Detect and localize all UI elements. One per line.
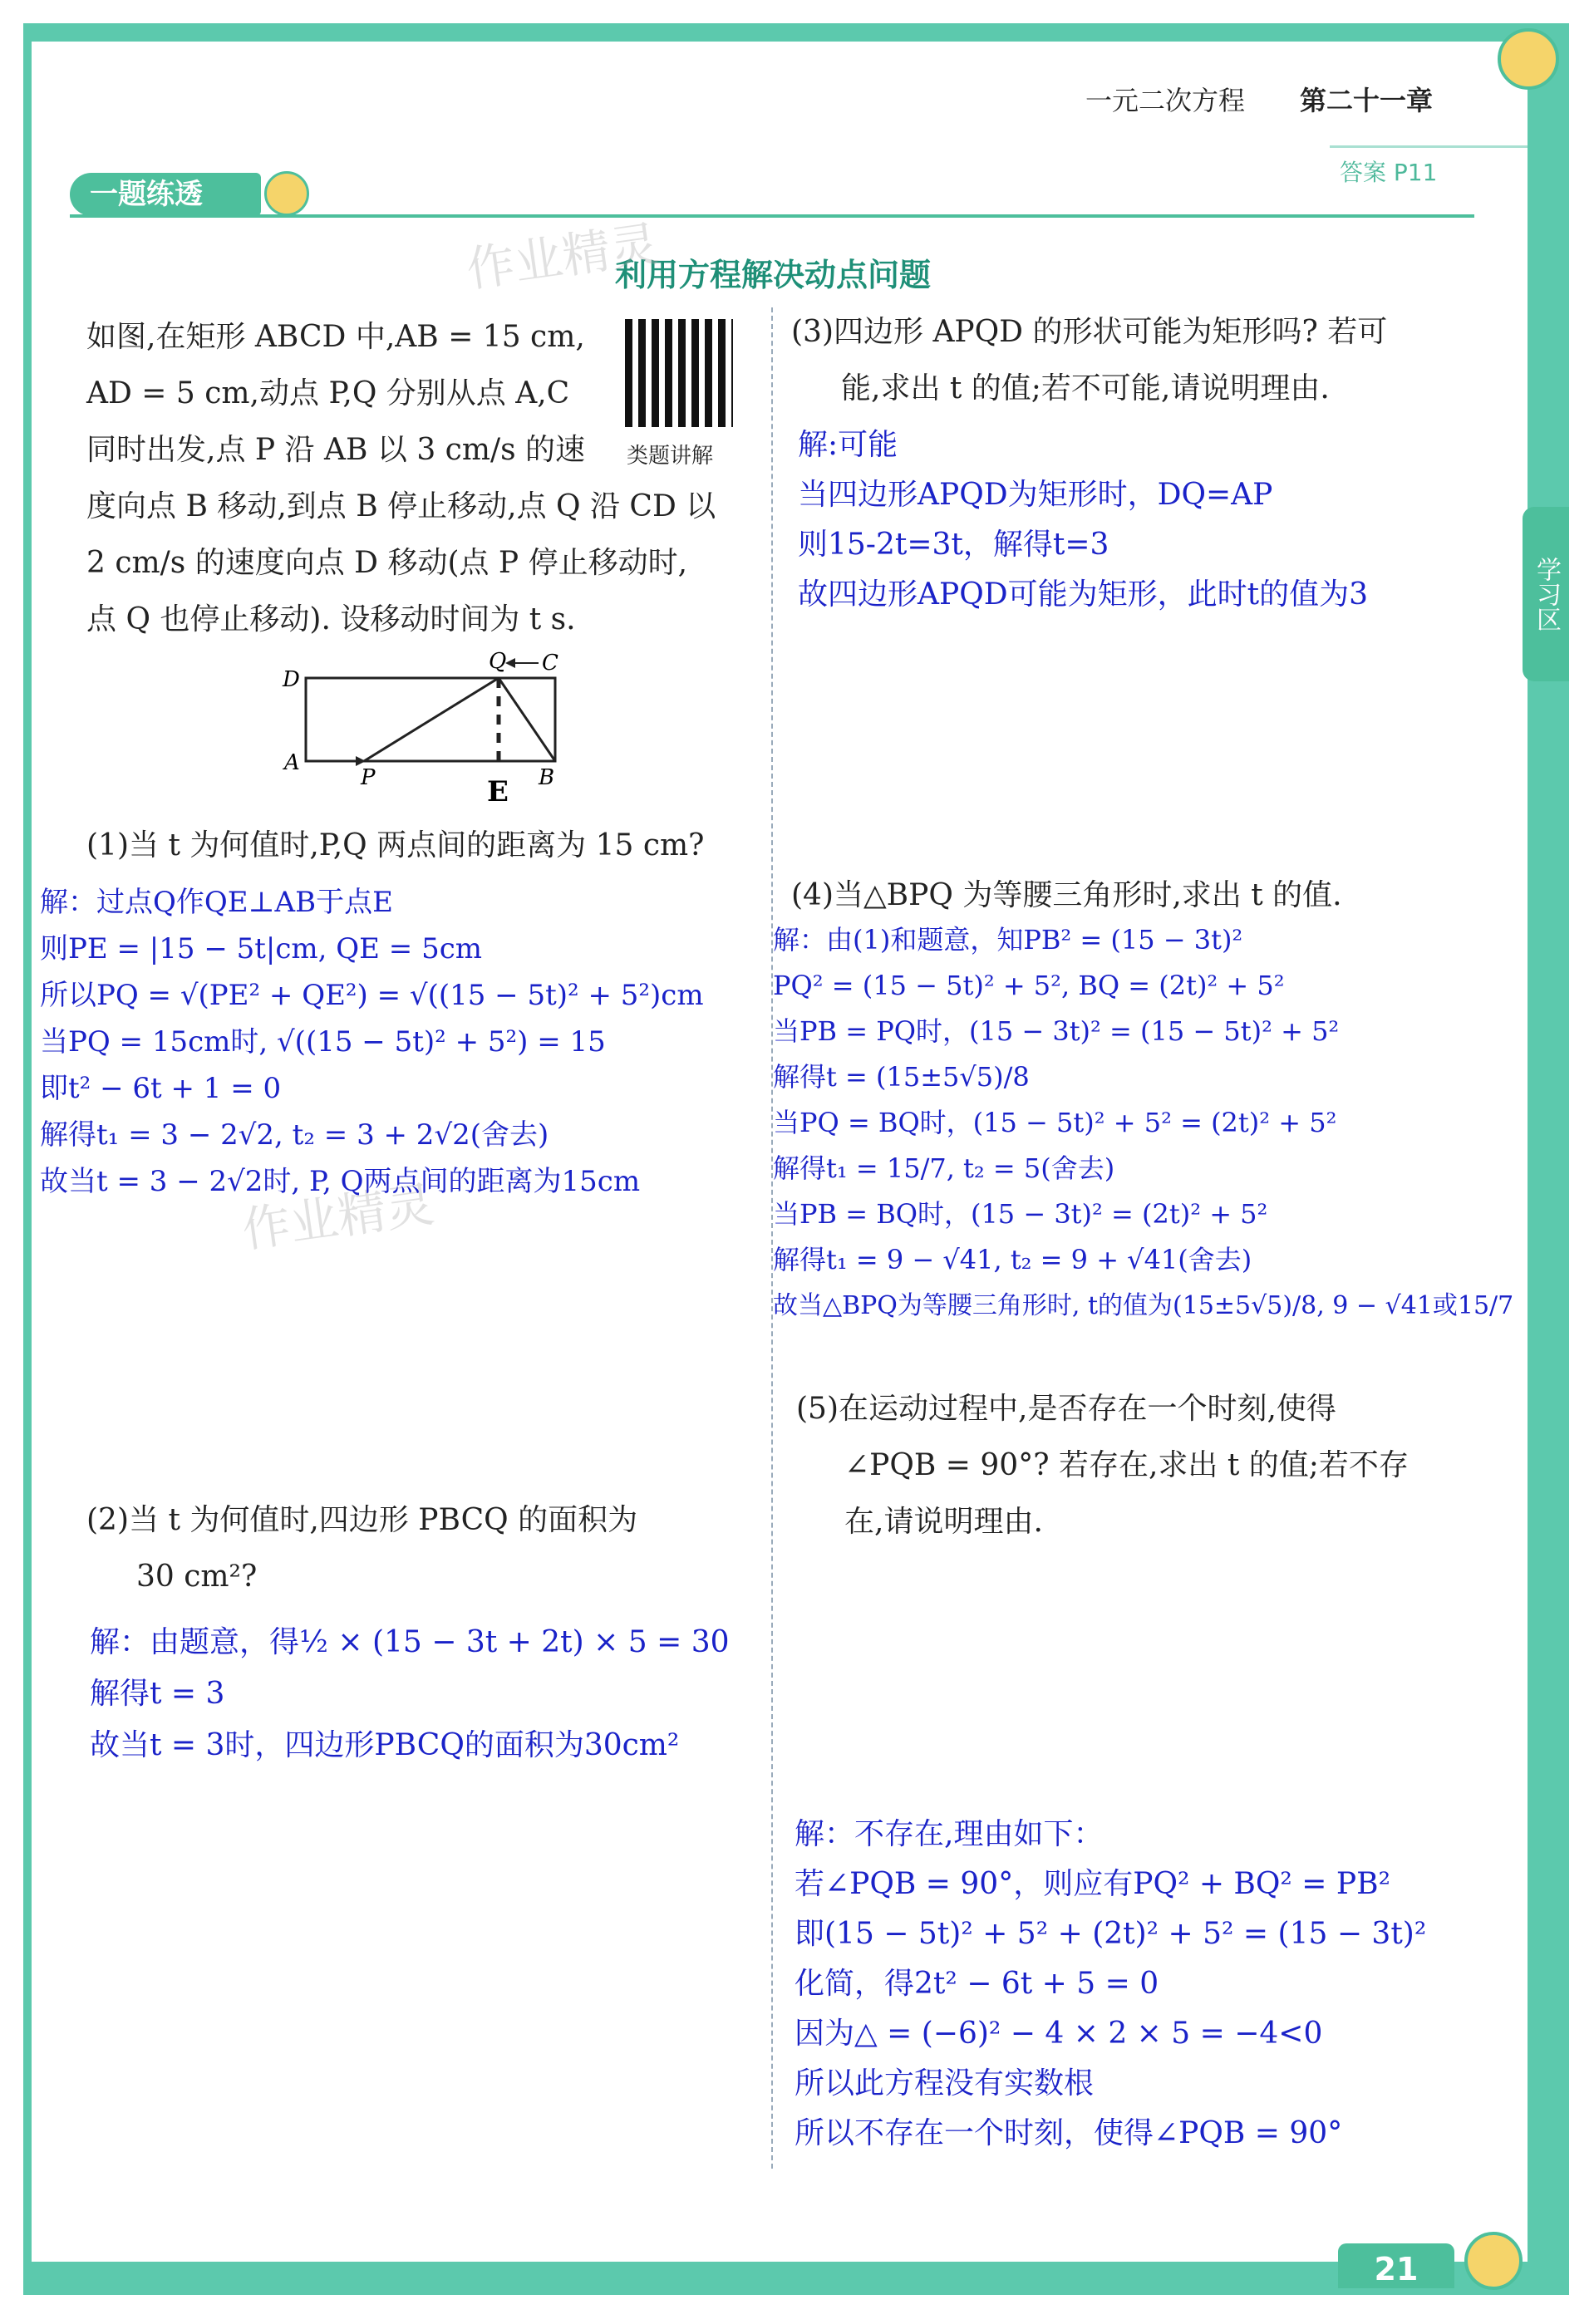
answer-line: 故当t = 3 − 2√2时, P, Q两点间的距离为15cm	[40, 1165, 641, 1198]
section-tag-icon	[264, 171, 309, 216]
answer-line: 则15-2t=3t，解得t=3	[798, 528, 1109, 562]
question-line: ∠PQB = 90°? 若存在,求出 t 的值;若不存	[844, 1448, 1409, 1482]
answer-line: 当PB = BQ时，(15 − 3t)² = (2t)² + 5²	[773, 1198, 1268, 1230]
label-c: C	[542, 651, 558, 676]
mascot-bottom-icon	[1464, 2232, 1523, 2290]
label-b: B	[539, 765, 555, 790]
page-frame-bottom	[23, 2262, 1569, 2295]
question-line: (5)在运动过程中,是否存在一个时刻,使得	[796, 1392, 1336, 1426]
section-tag: 一题练透	[70, 173, 261, 216]
section-rule	[70, 214, 1474, 218]
answer-line: 所以此方程没有实数根	[795, 2066, 1095, 2100]
answer-line: 解：由(1)和题意，知PB² = (15 − 3t)²	[773, 924, 1243, 956]
answer-1	[40, 879, 704, 1205]
header-topic: 一元二次方程	[1085, 85, 1246, 116]
mascot-top-icon	[1498, 28, 1559, 90]
answer-line: 若∠PQB = 90°，则应有PQ² + BQ² = PB²	[795, 1867, 1390, 1901]
segment-pq	[364, 678, 499, 761]
qr-code-icon[interactable]	[625, 319, 733, 427]
arrowhead-q	[505, 658, 515, 668]
question-line: 30 cm²?	[136, 1560, 258, 1594]
answer-line: 所以PQ = √(PE² + QE²) = √((15 − 5t)² + 5²)cm	[40, 979, 704, 1012]
label-p: P	[361, 765, 376, 790]
problem-line: 同时出发,点 P 沿 AB 以 3 cm/s 的速	[86, 433, 586, 467]
answer-reference: 答案 P11	[1340, 159, 1438, 186]
problem-line: 度向点 B 移动,到点 B 停止移动,点 Q 沿 CD 以	[86, 489, 716, 523]
answer-line: 解：不存在,理由如下：	[795, 1817, 1104, 1851]
answer-line: 解得t = (15±5√5)/8	[773, 1061, 1030, 1093]
answer-line: 解得t₁ = 3 − 2√2, t₂ = 3 + 2√2(舍去)	[40, 1118, 549, 1152]
answer-line: 所以不存在一个时刻，使得∠PQB = 90°	[795, 2116, 1343, 2150]
question-line: (3)四边形 APQD 的形状可能为矩形吗? 若可	[791, 315, 1388, 349]
answer-line: 则PE = |15 − 5t|cm, QE = 5cm	[40, 932, 482, 965]
answer-line: 解：由题意，得½ × (15 − 3t + 2t) × 5 = 30	[90, 1625, 730, 1659]
page-frame-right	[1528, 23, 1569, 2292]
question-1: (1)当 t 为何值时,P,Q 两点间的距离为 15 cm?	[86, 828, 705, 862]
page-frame-top	[23, 23, 1569, 42]
label-d: D	[283, 667, 300, 692]
answer-5	[795, 1810, 1426, 2159]
watermark: 作业精灵	[239, 1176, 438, 1259]
problem-line: AD = 5 cm,动点 P,Q 分别从点 A,C	[86, 376, 570, 410]
page-frame-left	[23, 23, 32, 2295]
header-rule	[1330, 145, 1528, 148]
label-q: Q	[489, 650, 507, 674]
answer-4	[773, 917, 1513, 1329]
question-line: 在,请说明理由.	[844, 1505, 1043, 1539]
answer-line: 即(15 − 5t)² + 5² + (2t)² + 5² = (15 − 3t)²	[795, 1917, 1427, 1951]
answer-line: 解:可能	[798, 428, 898, 462]
answer-line: 解得t₁ = 9 − √41, t₂ = 9 + √41(舍去)	[773, 1244, 1252, 1275]
question-3	[791, 304, 1387, 417]
answer-line: 当PQ = BQ时，(15 − 5t)² + 5² = (2t)² + 5²	[773, 1107, 1337, 1138]
question-4: (4)当△BPQ 为等腰三角形时,求出 t 的值.	[791, 878, 1342, 912]
header-chapter: 第二十一章	[1300, 85, 1434, 116]
answer-line: 化简，得2t² − 6t + 5 = 0	[795, 1967, 1159, 2001]
rectangle-diagram	[274, 650, 573, 808]
problem-line: 如图,在矩形 ABCD 中,AB = 15 cm,	[86, 320, 585, 354]
page-title: 利用方程解决动点问题	[614, 257, 931, 293]
question-line: 能,求出 t 的值;若不可能,请说明理由.	[841, 371, 1330, 405]
page-number: 21	[1338, 2243, 1454, 2288]
answer-line: 解：过点Q作QE⊥AB于点E	[40, 886, 393, 919]
answer-line: 故当t = 3时，四边形PBCQ的面积为30cm²	[90, 1728, 680, 1762]
question-2	[86, 1492, 637, 1605]
problem-line: 2 cm/s 的速度向点 D 移动(点 P 停止移动时,	[86, 546, 688, 580]
segment-qb	[499, 678, 555, 761]
problem-statement	[86, 309, 716, 648]
answer-line: 当四边形APQD为矩形时，DQ=AP	[798, 478, 1273, 512]
watermark: 作业精灵	[463, 215, 662, 298]
answer-2	[90, 1617, 730, 1771]
side-tab-study-area[interactable]: 学习区	[1523, 507, 1569, 681]
label-a: A	[284, 750, 300, 775]
answer-line: 故四边形APQD可能为矩形，此时t的值为3	[798, 577, 1368, 612]
answer-line: PQ² = (15 − 5t)² + 5², BQ = (2t)² + 5²	[773, 970, 1285, 1001]
label-e: E	[487, 775, 509, 808]
answer-line: 解得t = 3	[90, 1677, 225, 1711]
question-line: (2)当 t 为何值时,四边形 PBCQ 的面积为	[86, 1503, 638, 1537]
problem-line: 点 Q 也停止移动). 设移动时间为 t s.	[86, 602, 576, 636]
question-5	[796, 1381, 1409, 1550]
answer-line: 因为△ = (−6)² − 4 × 2 × 5 = −4<0	[795, 2017, 1323, 2051]
answer-line: 故当△BPQ为等腰三角形时, t的值为(15±5√5)/8, 9 − √41或15/7	[773, 1291, 1514, 1320]
qr-label: 类题讲解	[627, 444, 714, 469]
answer-line: 当PB = PQ时，(15 − 3t)² = (15 − 5t)² + 5²	[773, 1015, 1340, 1047]
answer-line: 即t² − 6t + 1 = 0	[40, 1072, 282, 1105]
answer-3	[798, 420, 1368, 620]
answer-line: 解得t₁ = 15/7, t₂ = 5(舍去)	[773, 1152, 1115, 1184]
answer-line: 当PQ = 15cm时, √((15 − 5t)² + 5²) = 15	[40, 1025, 606, 1059]
